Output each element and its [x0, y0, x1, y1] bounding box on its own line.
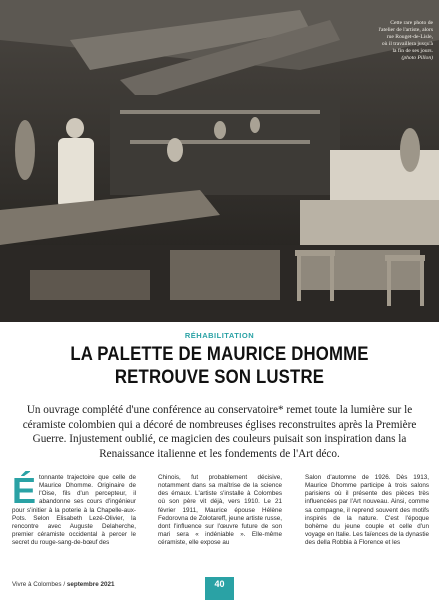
drop-cap: É: [12, 470, 37, 511]
caption-line: Cette rare photo de: [390, 20, 433, 26]
caption-line: où il travaillera jusqu'à: [381, 41, 433, 47]
body-column-1: [12, 470, 136, 547]
photo-credit: (photo Pillon): [401, 55, 433, 61]
article-title-line: RETROUVE SON LUSTRE: [114, 366, 325, 388]
caption-line: la fin de ses jours.: [392, 48, 433, 54]
body-column-2: Chinois, fut probablement décisive, notamment dans sa maîtrise de la science des émaux. L'artiste s'installe à Colombes où son père vit déjà, vers 1910. Le 21 février 1911, Maurice épouse Hélène Fedorovna de Zolotareff, jeune artiste russe, dont l'influence sur l'œuvre future de son mari sera « indéniable ». Elle-même céramiste, elle expose au: [158, 474, 282, 547]
body-text: tonnante trajectoire que celle de Maurice Dhomme. Originaire de l'Oise, fils d'un percepteur, il abandonne ses cours d'ingénieur pour s'initier à la poterie à la Chapelle-aux-Pots. Selon Elisabeth Lezé-Olivier, la rencontre avec Auguste Delaherche, premier céramiste occidental à percer le secret du rouge-sang-de-bœuf des: [12, 474, 136, 547]
caption-line: l'atelier de l'artiste, alors: [378, 27, 433, 33]
footer-magazine-issue: [12, 581, 114, 588]
body-column-3: Salon d'automne de 1926. Dès 1913, Maurice Dhomme participe à trois salons parisiens où il présente des pièces très influencées par l'Art nouveau. Ainsi, comme sa compagne, il reprend souvent des motifs inspirés de la nature. C'est l'époque bohème du jeune couple et celle d'un voyage en Italie. Les faïences de la dynastie des della Robbia à Florence et les: [305, 474, 429, 547]
article-title-line: LA PALETTE DE MAURICE DHOMME: [70, 343, 369, 365]
page-number: 40: [205, 577, 234, 600]
caption-line: rue Rouget-de-Lisle,: [386, 34, 433, 40]
magazine-name: Vivre à Colombes: [12, 581, 62, 588]
section-rubric: RÉHABILITATION: [184, 331, 255, 340]
footer-separator: /: [61, 581, 67, 588]
photo-caption: [347, 20, 433, 62]
article-lead: Un ouvrage complété d'une conférence au conservatoire* remet toute la lumière sur le céramiste colombien qui a décoré de nombreuses églises reconstruites après la Première Guerre. Injustement oublié, ce magicien des couleurs puisait son inspiration dans la Renaissance italienne et les fondements de l'Art déco.: [22, 404, 417, 460]
article-title: [31, 343, 409, 389]
issue-date: septembre 2021: [66, 581, 115, 588]
